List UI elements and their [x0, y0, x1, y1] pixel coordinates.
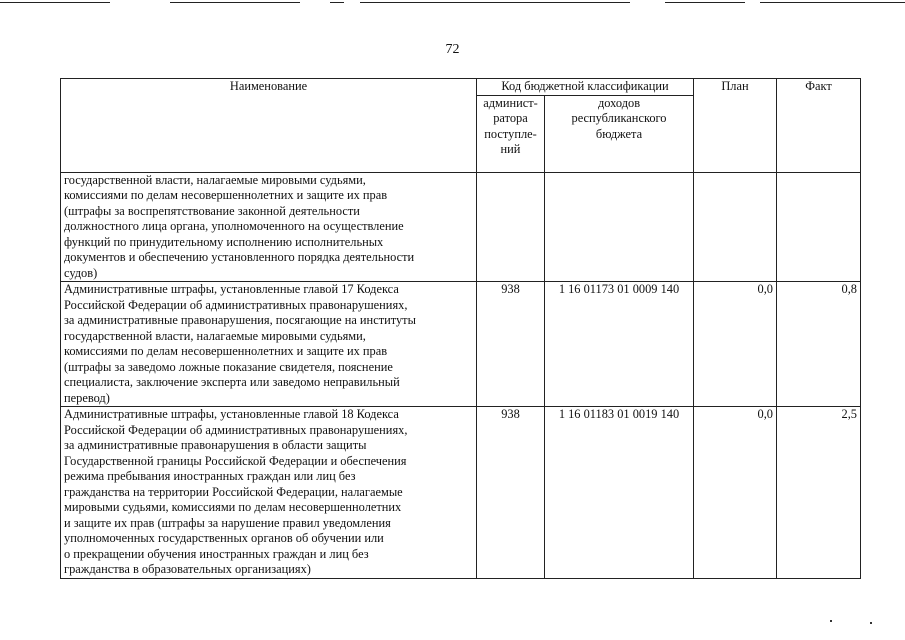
scan-artifact-line — [330, 2, 344, 3]
table-row — [61, 407, 861, 579]
page-number: 72 — [445, 42, 460, 57]
scan-artifact-line — [0, 2, 110, 3]
budget-table — [60, 78, 861, 579]
row-budget-code — [545, 172, 694, 282]
row-fact: 2,5 — [777, 407, 861, 579]
scan-artifact-line — [360, 2, 630, 3]
row-admin-code — [477, 172, 545, 282]
scan-artifact-line — [665, 2, 745, 3]
scan-artifact-line — [760, 2, 905, 3]
header-name: Наименование — [61, 79, 477, 173]
scan-speck — [870, 622, 872, 624]
table-row — [61, 282, 861, 407]
row-budget-code: 1 16 01183 01 0019 140 — [545, 407, 694, 579]
row-plan — [694, 172, 777, 282]
row-fact: 0,8 — [777, 282, 861, 407]
scan-speck — [830, 620, 832, 622]
header-admin: админист- ратора поступле- ний — [477, 95, 545, 172]
header-revenue: доходов республиканского бюджета — [545, 95, 694, 172]
row-name: государственной власти, налагаемые мировыми судьями, комиссиями по делам несовершеннолетних и защите их прав (штрафы за воспрепятствование законной деятельности должностного лица органа, уполномоченного на осуществление функций по принудительному исполнению исполнительных документов и обеспечению установленного порядка деятельности судов) — [61, 172, 477, 282]
row-plan: 0,0 — [694, 282, 777, 407]
header-fact: Факт — [777, 79, 861, 173]
row-name: Административные штрафы, установленные главой 17 Кодекса Российской Федерации об административных правонарушениях, за административные правонарушения, посягающие на институты государственной власти, налагаемые мировыми судьями, комиссиями по делам несовершеннолетних и защите их прав (штрафы за заведомо ложные показание свидетеля, пояснение специалиста, заключение эксперта или заведомо неправильный перевод) — [61, 282, 477, 407]
table-row — [61, 172, 861, 282]
row-name: Административные штрафы, установленные главой 18 Кодекса Российской Федерации об административных правонарушениях, за административные правонарушения в области защиты Государственной границы Российской Федерации и обеспечения режима пребывания иностранных граждан или лиц без гражданства на территории Российской Федерации, налагаемые мировыми судьями, комиссиями по делам несовершеннолетних и защите их прав (штрафы за нарушение правил уведомления уполномоченных государственных органов об обучении или о прекращении обучения иностранных граждан и лиц без гражданства в образовательных организациях) — [61, 407, 477, 579]
row-budget-code: 1 16 01173 01 0009 140 — [545, 282, 694, 407]
row-admin-code: 938 — [477, 407, 545, 579]
header-row — [61, 79, 861, 96]
row-admin-code: 938 — [477, 282, 545, 407]
row-fact — [777, 172, 861, 282]
header-code-group: Код бюджетной классификации — [477, 79, 694, 96]
row-plan: 0,0 — [694, 407, 777, 579]
scan-artifact-line — [170, 2, 300, 3]
header-plan: План — [694, 79, 777, 173]
